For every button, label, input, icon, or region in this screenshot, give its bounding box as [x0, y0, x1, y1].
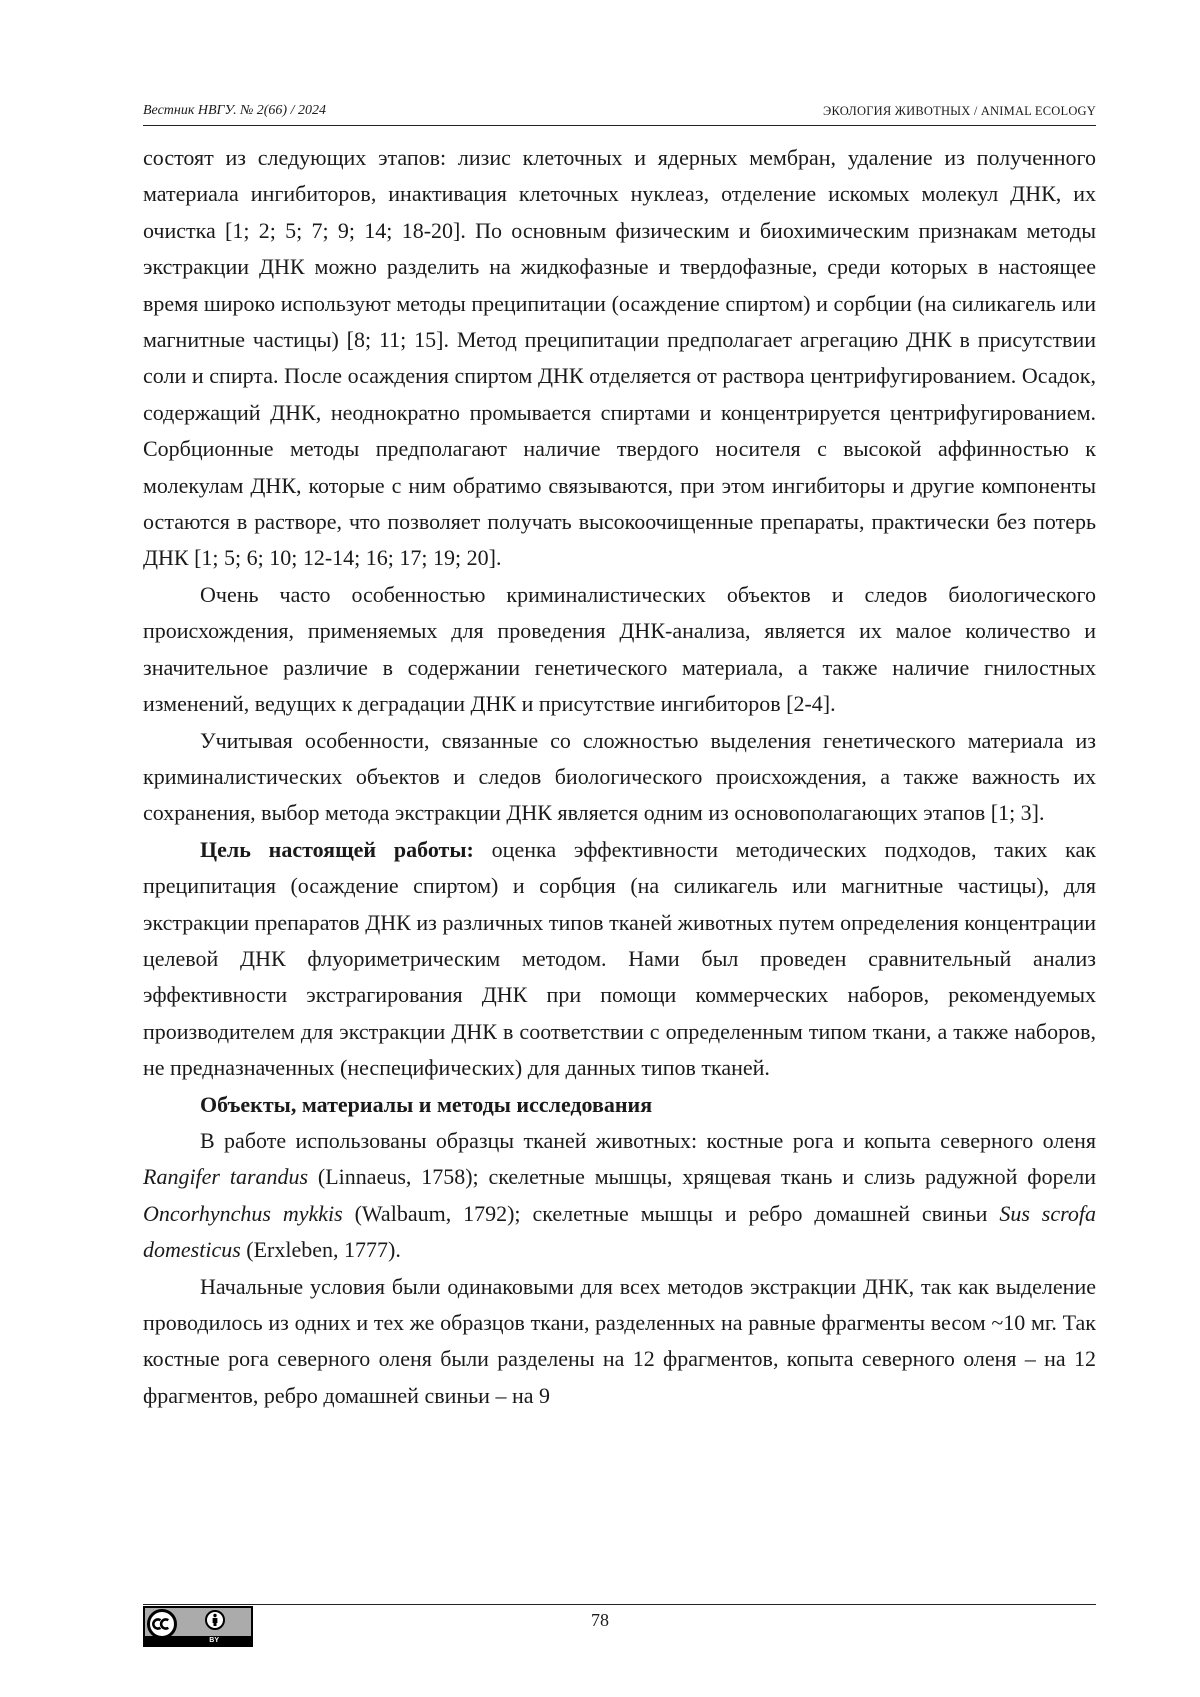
- license-bar: [145, 1636, 251, 1645]
- license-label: BY: [209, 1636, 219, 1645]
- species-name: Rangifer tarandus: [143, 1164, 308, 1189]
- species-name: Oncorhynchus mykkis: [143, 1201, 343, 1226]
- species-name: Sus scrofa domesticus: [143, 1201, 1096, 1262]
- running-header: [143, 103, 1096, 126]
- article-body: [143, 140, 1096, 1414]
- section-title: ЭКОЛОГИЯ ЖИВОТНЫХ / ANIMAL ECOLOGY: [823, 104, 1096, 119]
- paragraph-4: [143, 832, 1096, 1087]
- paragraph-1: состоят из следующих этапов: лизис клеточных и ядерных мембран, удаление из полученного материала ингибиторов, инактивация клеточных нуклеаз, отделение искомых молекул ДНК, их очистка [1; 2; 5; 7; 9; 14; 18-20]. По основным физическим и биохимическим признакам методы экстракции ДНК можно разделить на жидкофазные и твердофазные, среди которых в настоящее время широко используют методы преципитации (осаждение спиртом) и сорбции (на силикагель или магнитные частицы) [8; 11; 15]. Метод преципитации предполагает агрегацию ДНК в присутствии соли и спирта. После осаждения спиртом ДНК отделяется от раствора центрифугированием. Осадок, содержащий ДНК, неоднократно промывается спиртами и концентрируется центрифугированием. Сорбционные методы предполагают наличие твердого носителя с высокой аффинностью к молекулам ДНК, которые с ним обратимо связываются, при этом ингибиторы и другие компоненты остаются в растворе, что позволяет получать высокоочищенные препараты, практически без потерь ДНК [1; 5; 6; 10; 12-14; 16; 17; 19; 20].: [143, 140, 1096, 577]
- paragraph-2: Очень часто особенностью криминалистических объектов и следов биологического происхождения, применяемых для проведения ДНК-анализа, является их малое количество и значительное различие в содержании генетического материала, а также наличие гнилостных изменений, ведущих к деградации ДНК и присутствие ингибиторов [2-4].: [143, 577, 1096, 723]
- aim-text: оценка эффективности методических подходов, таких как преципитация (осаждение спиртом) и сорбция (на силикагель или магнитные частицы), для экстракции препаратов ДНК из различных типов тканей животных путем определения концентрации целевой ДНК флуориметрическим методом. Нами был проведен сравнительный анализ эффективности экстрагирования ДНК при помощи коммерческих наборов, рекомендуемых производителем для экстракции ДНК в соответствии с определенным типом ткани, а также наборов, не предназначенных (неспецифических) для данных типов тканей.: [143, 837, 1096, 1080]
- section-heading: Объекты, материалы и методы исследования: [143, 1087, 1096, 1123]
- paragraph-6: Начальные условия были одинаковыми для всех методов экстракции ДНК, так как выделение проводилось из одних и тех же образцов ткани, разделенных на равные фрагменты весом ~10 мг. Так костные рога северного оленя были разделены на 12 фрагментов, копыта северного оленя – на 12 фрагментов, ребро домашней свиньи – на 9: [143, 1269, 1096, 1415]
- journal-title: Вестник НВГУ. № 2(66) / 2024: [143, 103, 326, 119]
- aim-label: Цель настоящей работы:: [200, 837, 474, 862]
- footer-rule: [143, 1604, 1096, 1605]
- paragraph-5: В работе использованы образцы тканей животных: костные рога и копыта северного оленя Rangifer tarandus (Linnaeus, 1758); скелетные мышцы, хрящевая ткань и слизь радужной форели Oncorhynchus mykkis (Walbaum, 1792); скелетные мышцы и ребро домашней свиньи Sus scrofa domesticus (Erxleben, 1777).: [143, 1123, 1096, 1269]
- paragraph-3: Учитывая особенности, связанные со сложностью выделения генетического материала из криминалистических объектов и следов биологического происхождения, а также важность их сохранения, выбор метода экстракции ДНК является одним из основополагающих этапов [1; 3].: [143, 723, 1096, 832]
- page-number: 78: [0, 1610, 1200, 1631]
